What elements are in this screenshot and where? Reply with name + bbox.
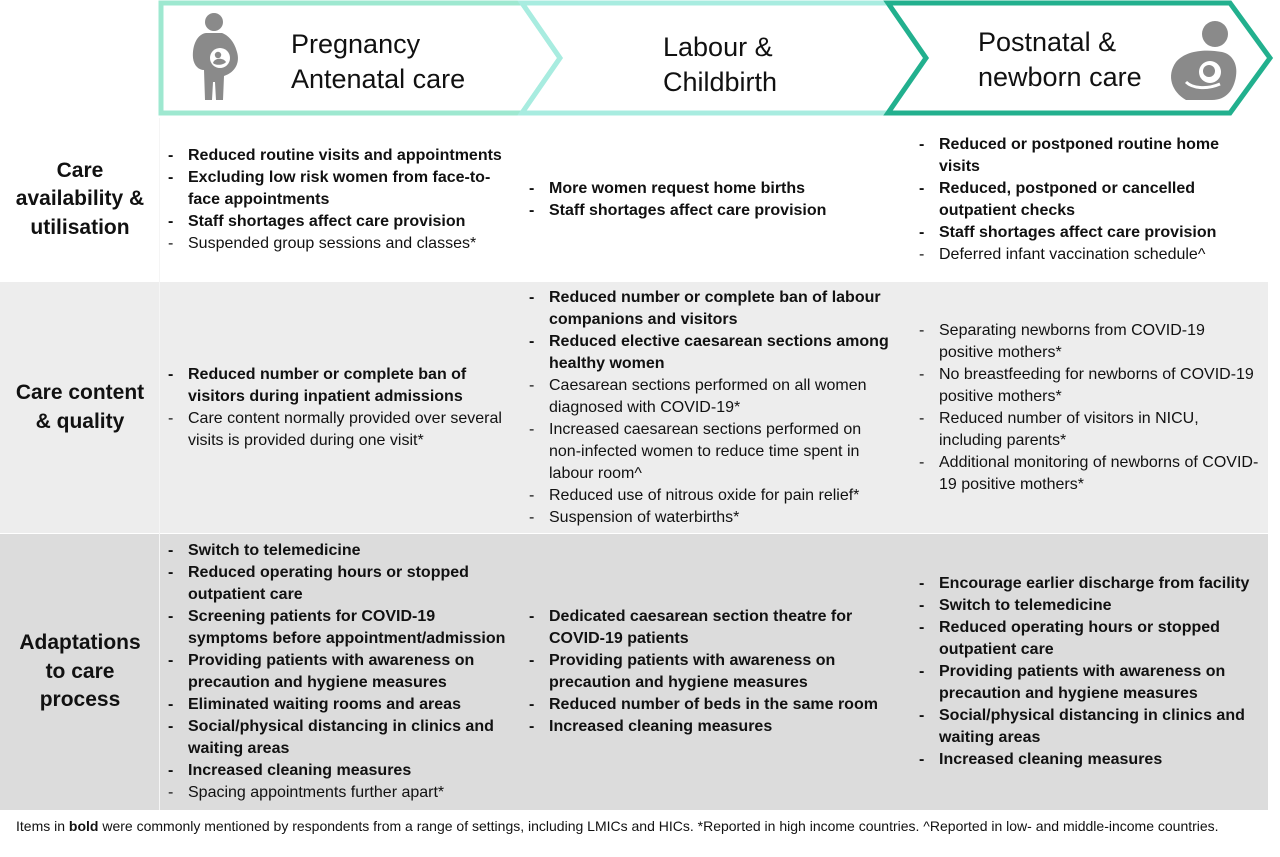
list-item: - Switch to telemedicine bbox=[166, 540, 516, 562]
cell-adaptations-labour bbox=[527, 534, 889, 810]
footnote: Items in bold were commonly mentioned by respondents from a range of settings, including LMICs and HICs. *Reported in high income countries. ^Reported in low- and middle-income countries. bbox=[16, 818, 1219, 834]
list-item: - Reduced number or complete ban of labour companions and visitors bbox=[527, 287, 889, 331]
cell-availability-postnatal bbox=[917, 124, 1262, 276]
list-item: - Reduced operating hours or stopped outpatient care bbox=[917, 617, 1262, 661]
list-item: - Reduced or postponed routine home visits bbox=[917, 134, 1262, 178]
cell-availability-pregnancy bbox=[166, 118, 516, 281]
list-item: - Suspension of waterbirths* bbox=[527, 507, 889, 529]
list-item: - Dedicated caesarean section theatre for COVID-19 patients bbox=[527, 606, 889, 650]
bullet-list bbox=[527, 287, 889, 529]
list-item: - Eliminated waiting rooms and areas bbox=[166, 694, 516, 716]
list-item: - Reduced use of nitrous oxide for pain relief* bbox=[527, 485, 889, 507]
cell-availability-labour bbox=[527, 118, 889, 281]
list-item: - More women request home births bbox=[527, 178, 889, 200]
list-item: - No breastfeeding for newborns of COVID-19 positive mothers* bbox=[917, 364, 1262, 408]
list-item: - Separating newborns from COVID-19 positive mothers* bbox=[917, 320, 1262, 364]
list-item: - Staff shortages affect care provision bbox=[166, 211, 516, 233]
cell-adaptations-pregnancy bbox=[166, 534, 516, 810]
list-item: - Reduced elective caesarean sections among healthy women bbox=[527, 331, 889, 375]
list-item: - Reduced number of visitors in NICU, including parents* bbox=[917, 408, 1262, 452]
list-item: - Providing patients with awareness on precaution and hygiene measures bbox=[166, 650, 516, 694]
cell-quality-postnatal bbox=[917, 282, 1262, 533]
list-item: - Care content normally provided over several visits is provided during one visit* bbox=[166, 408, 516, 452]
row-label-adaptations: Adaptations to care process bbox=[19, 631, 141, 712]
list-item: - Suspended group sessions and classes* bbox=[166, 233, 516, 255]
bullet-list bbox=[166, 540, 516, 804]
list-item: - Increased cleaning measures bbox=[527, 716, 889, 738]
list-item: - Caesarean sections performed on all women diagnosed with COVID-19* bbox=[527, 375, 889, 419]
bullet-list bbox=[917, 573, 1262, 771]
bullet-list bbox=[166, 364, 516, 452]
list-item: - Additional monitoring of newborns of COVID-19 positive mothers* bbox=[917, 452, 1262, 496]
list-item: - Staff shortages affect care provision bbox=[917, 222, 1262, 244]
list-item: - Reduced number of beds in the same room bbox=[527, 694, 889, 716]
bullet-list bbox=[527, 606, 889, 738]
row-label-quality: Care content & quality bbox=[15, 381, 145, 433]
list-item: - Reduced operating hours or stopped outpatient care bbox=[166, 562, 516, 606]
list-item: - Increased cleaning measures bbox=[166, 760, 516, 782]
list-item: - Spacing appointments further apart* bbox=[166, 782, 516, 804]
list-item: - Reduced, postponed or cancelled outpatient checks bbox=[917, 178, 1262, 222]
list-item: - Increased caesarean sections performed on non-infected women to reduce time spent in labour room^ bbox=[527, 419, 889, 485]
list-item: - Increased cleaning measures bbox=[917, 749, 1262, 771]
list-item: - Providing patients with awareness on precaution and hygiene measures bbox=[527, 650, 889, 694]
list-item: - Switch to telemedicine bbox=[917, 595, 1262, 617]
cell-adaptations-postnatal bbox=[917, 534, 1262, 810]
list-item: - Deferred infant vaccination schedule^ bbox=[917, 244, 1262, 266]
cell-quality-pregnancy bbox=[166, 282, 516, 533]
list-item: - Providing patients with awareness on precaution and hygiene measures bbox=[917, 661, 1262, 705]
bullet-list bbox=[166, 145, 516, 255]
stage-title-labour: Labour & Childbirth bbox=[663, 32, 778, 97]
bullet-list bbox=[917, 320, 1262, 496]
stage-title-pregnancy: Pregnancy Antenatal care bbox=[291, 29, 466, 94]
bullet-list bbox=[527, 178, 889, 222]
list-item: - Excluding low risk women from face-to-face appointments bbox=[166, 167, 516, 211]
list-item: - Screening patients for COVID-19 symptoms before appointment/admission bbox=[166, 606, 516, 650]
bullet-list bbox=[917, 134, 1262, 266]
list-item: - Social/physical distancing in clinics and waiting areas bbox=[917, 705, 1262, 749]
stage-title-postnatal: Postnatal & newborn care bbox=[978, 27, 1142, 92]
row-label-availability: Care availability & utilisation bbox=[15, 158, 145, 239]
cell-quality-labour bbox=[527, 282, 889, 533]
list-item: - Reduced routine visits and appointments bbox=[166, 145, 516, 167]
list-item: - Encourage earlier discharge from facility bbox=[917, 573, 1262, 595]
list-item: - Staff shortages affect care provision bbox=[527, 200, 889, 222]
list-item: - Social/physical distancing in clinics and waiting areas bbox=[166, 716, 516, 760]
list-item: - Reduced number or complete ban of visitors during inpatient admissions bbox=[166, 364, 516, 408]
